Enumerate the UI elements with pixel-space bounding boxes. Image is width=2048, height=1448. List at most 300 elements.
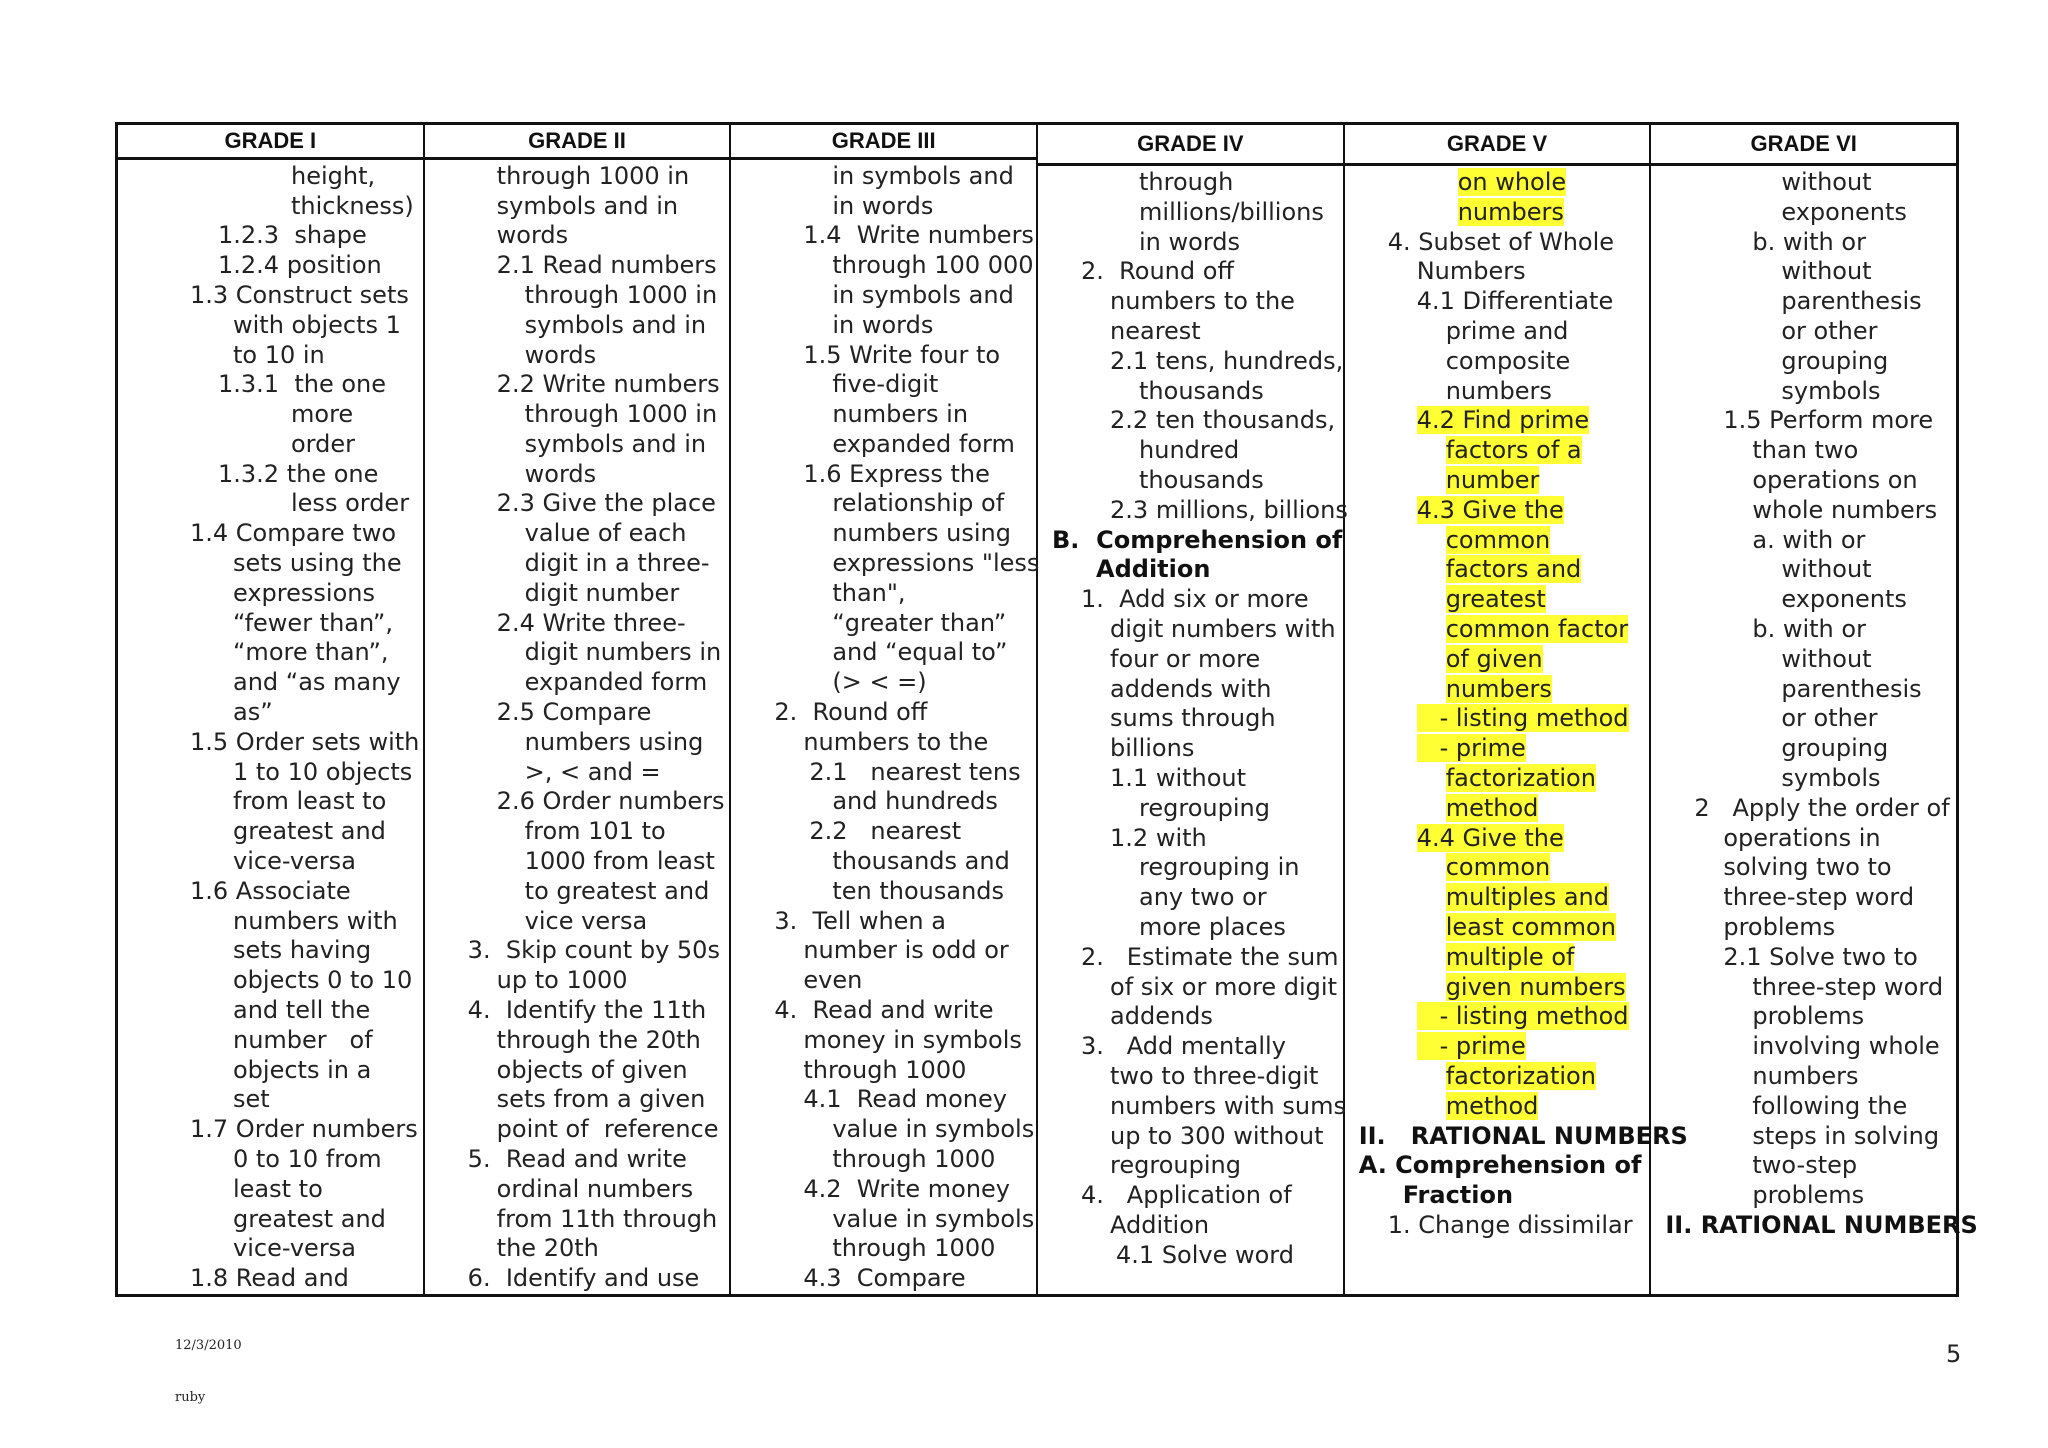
text-line xyxy=(1345,168,1650,198)
line-text: 4.1 Solve word xyxy=(1116,1240,1294,1269)
line-text: order xyxy=(291,429,355,458)
line-text: 3. Add mentally xyxy=(1081,1032,1286,1061)
line-text: involving whole xyxy=(1752,1032,1940,1061)
line-text: “fewer than”, xyxy=(233,608,393,637)
text-line xyxy=(425,221,730,251)
text-line xyxy=(1345,853,1650,883)
line-text: 1.4 Write numbers xyxy=(803,221,1034,250)
text-line xyxy=(425,251,730,281)
line-text: to 10 in xyxy=(233,340,325,369)
text-line xyxy=(731,1056,1036,1086)
text-line xyxy=(425,698,730,728)
text-line xyxy=(1345,1062,1650,1092)
header-grade-2: GRADE II xyxy=(425,125,730,160)
line-text: to greatest and xyxy=(524,876,710,905)
text-line xyxy=(731,609,1036,639)
line-text: following the xyxy=(1752,1091,1908,1120)
line-text: 2.1 nearest tens xyxy=(809,757,1021,786)
text-line xyxy=(731,847,1036,877)
line-text: numbers with xyxy=(233,906,398,935)
line-text: numbers using xyxy=(832,519,1011,548)
line-text: and “equal to” xyxy=(832,638,1008,667)
line-text: 1.4 Compare two xyxy=(190,519,397,548)
text-line xyxy=(425,996,730,1026)
line-text: greatest and xyxy=(233,1204,386,1233)
text-line xyxy=(731,877,1036,907)
text-line xyxy=(1038,615,1343,645)
text-line xyxy=(1038,973,1343,1003)
line-text: 2 Apply the order of xyxy=(1694,793,1950,822)
text-line xyxy=(425,192,730,222)
line-text: five-digit xyxy=(832,370,939,399)
line-text: without xyxy=(1781,168,1872,196)
highlighted-text: numbers xyxy=(1457,197,1564,226)
text-line xyxy=(425,728,730,758)
column-grade-2 xyxy=(425,125,732,1294)
line-text: billions xyxy=(1110,734,1195,763)
text-line xyxy=(1651,526,1956,556)
text-line xyxy=(425,489,730,519)
highlighted-text: given numbers xyxy=(1445,972,1626,1001)
text-line xyxy=(731,1205,1036,1235)
text-line xyxy=(425,1145,730,1175)
line-text: from least to xyxy=(233,787,387,816)
text-line xyxy=(731,460,1036,490)
text-line xyxy=(1345,1181,1650,1211)
line-text: numbers using xyxy=(524,727,704,756)
page-number: 5 xyxy=(1946,1340,1962,1368)
text-line xyxy=(1038,1241,1343,1271)
text-line xyxy=(1651,1002,1956,1032)
text-line xyxy=(731,311,1036,341)
line-text: digit numbers with xyxy=(1110,614,1336,643)
line-text: without xyxy=(1781,257,1872,286)
line-text: through 100 000 xyxy=(832,251,1034,280)
line-text: symbols and in xyxy=(524,429,707,458)
line-text: regrouping xyxy=(1139,793,1270,822)
text-line xyxy=(1345,615,1650,645)
line-text: sets using the xyxy=(233,549,402,578)
text-line xyxy=(425,787,730,817)
highlighted-text: common factor xyxy=(1445,614,1629,643)
line-text: or other xyxy=(1781,704,1878,733)
line-text: from 11th through xyxy=(496,1204,718,1233)
text-line xyxy=(731,758,1036,788)
text-line xyxy=(118,1234,423,1264)
text-line xyxy=(1038,794,1343,824)
text-line xyxy=(425,341,730,371)
column-grade-5 xyxy=(1345,125,1688,1294)
line-text: numbers to the xyxy=(1110,287,1295,316)
line-text: as” xyxy=(233,698,273,727)
header-grade-6: GRADE VI xyxy=(1651,125,1956,166)
text-line xyxy=(118,519,423,549)
text-line xyxy=(731,162,1036,192)
text-line xyxy=(1345,317,1650,347)
text-line xyxy=(118,1145,423,1175)
text-line xyxy=(118,817,423,847)
line-text: Fraction xyxy=(1402,1181,1514,1210)
line-text: parenthesis xyxy=(1781,287,1922,316)
text-line xyxy=(118,966,423,996)
text-line xyxy=(1651,853,1956,883)
line-text: three-step word xyxy=(1752,972,1944,1001)
text-line xyxy=(1038,585,1343,615)
line-text: 1.1 without xyxy=(1110,763,1247,792)
text-line xyxy=(425,430,730,460)
column-grade-3 xyxy=(731,125,1038,1294)
text-line xyxy=(1651,198,1956,228)
text-line xyxy=(731,966,1036,996)
line-text: “more than”, xyxy=(233,638,389,667)
line-text: 1.6 Associate xyxy=(190,876,351,905)
text-line xyxy=(118,1264,423,1294)
text-line xyxy=(731,787,1036,817)
text-line xyxy=(425,1056,730,1086)
text-line xyxy=(1038,287,1343,317)
text-line xyxy=(1651,794,1956,824)
line-text: hundred xyxy=(1139,436,1240,465)
line-text: 0 to 10 from xyxy=(233,1145,382,1174)
line-text: whole numbers xyxy=(1752,495,1938,524)
line-text: 2.1 Solve two to xyxy=(1723,942,1918,971)
text-line xyxy=(1651,1210,1978,1241)
text-line xyxy=(1651,615,1956,645)
text-line xyxy=(731,549,1040,579)
line-text: from 101 to xyxy=(524,817,666,846)
text-line xyxy=(1345,585,1650,615)
text-line xyxy=(1038,764,1343,794)
text-line xyxy=(425,936,730,966)
text-line xyxy=(425,1264,730,1294)
text-line xyxy=(118,638,423,668)
line-text: problems xyxy=(1752,1181,1865,1210)
text-line xyxy=(1038,555,1343,585)
text-line xyxy=(1345,675,1650,705)
line-text: than two xyxy=(1752,436,1859,465)
line-text: regrouping xyxy=(1110,1151,1241,1180)
highlighted-text: - prime xyxy=(1416,734,1526,763)
text-line xyxy=(425,1175,730,1205)
text-line xyxy=(1651,436,1956,466)
text-line xyxy=(731,996,1036,1026)
line-text: 4. Subset of Whole xyxy=(1387,227,1615,256)
text-line xyxy=(1651,1032,1956,1062)
highlighted-text: 4.2 Find prime xyxy=(1416,406,1590,435)
text-line xyxy=(1038,1122,1343,1152)
text-line xyxy=(1651,1151,1956,1181)
line-text: sets from a given xyxy=(496,1085,706,1114)
line-text: objects in a xyxy=(233,1055,372,1084)
text-line xyxy=(1345,1092,1650,1122)
text-line xyxy=(1345,1151,1650,1181)
line-text: grouping xyxy=(1781,734,1889,763)
line-text: numbers with sums xyxy=(1110,1091,1346,1120)
text-line xyxy=(425,281,730,311)
line-text: point of reference xyxy=(496,1115,719,1144)
text-line xyxy=(425,1115,730,1145)
text-line xyxy=(425,847,730,877)
line-text: >, < and = xyxy=(524,757,661,786)
line-text: 2.6 Order numbers xyxy=(496,787,725,816)
text-line xyxy=(731,1145,1036,1175)
highlighted-text: 4.4 Give the xyxy=(1416,823,1564,852)
text-line xyxy=(425,162,730,192)
line-text: millions/billions xyxy=(1139,197,1324,226)
line-text: the 20th xyxy=(496,1234,599,1263)
text-line xyxy=(425,460,730,490)
text-line xyxy=(731,489,1036,519)
text-line xyxy=(731,728,1036,758)
line-text: value in symbols xyxy=(832,1115,1035,1144)
text-line xyxy=(1345,287,1650,317)
line-text: number of xyxy=(233,1025,373,1054)
text-line xyxy=(1038,168,1343,198)
text-line xyxy=(118,609,423,639)
line-text: digit number xyxy=(524,578,680,607)
line-text: height, xyxy=(291,161,376,190)
line-text: words xyxy=(496,221,569,250)
text-line xyxy=(1651,1062,1956,1092)
line-text: numbers xyxy=(1445,376,1552,405)
line-text: 2.1 tens, hundreds, xyxy=(1110,346,1344,375)
text-line xyxy=(1038,406,1343,436)
line-text: expressions "less xyxy=(832,549,1040,578)
header-grade-3: GRADE III xyxy=(731,125,1036,160)
line-text: Addition xyxy=(1110,1210,1210,1239)
line-text: with objects 1 xyxy=(233,310,401,339)
line-text: of six or more digit xyxy=(1110,972,1337,1001)
line-text: 1.3.1 the one xyxy=(218,370,386,399)
text-line xyxy=(118,668,423,698)
text-line xyxy=(118,370,423,400)
text-line xyxy=(118,787,423,817)
text-line xyxy=(1651,1122,1956,1152)
text-line xyxy=(1345,466,1650,496)
text-line xyxy=(731,1234,1036,1264)
text-line xyxy=(1038,1181,1343,1211)
text-line xyxy=(118,1175,423,1205)
line-text: 5. Read and write xyxy=(467,1145,687,1174)
line-text: than", xyxy=(832,578,906,607)
highlighted-text: of given xyxy=(1445,644,1543,673)
text-line xyxy=(118,579,423,609)
line-text: solving two to xyxy=(1723,853,1892,882)
text-line xyxy=(118,996,423,1026)
line-text: digit in a three- xyxy=(524,549,710,578)
column-grade-4 xyxy=(1038,125,1348,1294)
text-line xyxy=(1651,973,1956,1003)
text-line xyxy=(425,311,730,341)
text-line xyxy=(1345,555,1650,585)
line-text: four or more xyxy=(1110,644,1261,673)
line-text: prime and xyxy=(1445,316,1569,345)
line-text: two to three-digit xyxy=(1110,1061,1319,1090)
text-line xyxy=(1345,436,1650,466)
text-line xyxy=(1038,436,1343,466)
text-line xyxy=(1651,377,1956,407)
line-text: 2.2 ten thousands, xyxy=(1110,406,1336,435)
text-line xyxy=(1651,466,1956,496)
line-text: 2.2 Write numbers xyxy=(496,370,720,399)
highlighted-text: factors of a xyxy=(1445,436,1582,465)
text-line xyxy=(118,1205,423,1235)
highlighted-text: - listing method xyxy=(1416,704,1629,733)
text-line xyxy=(1651,347,1956,377)
footer-author: ruby xyxy=(175,1390,206,1405)
line-text: 1.5 Write four to xyxy=(803,340,1001,369)
highlighted-text: numbers xyxy=(1445,674,1552,703)
text-line xyxy=(1651,228,1956,258)
line-text: 4.2 Write money xyxy=(803,1174,1011,1203)
curriculum-table xyxy=(115,122,1978,1297)
line-text: words xyxy=(524,459,597,488)
text-line xyxy=(1345,347,1650,377)
text-line xyxy=(731,221,1036,251)
line-text: without xyxy=(1781,555,1872,584)
text-line xyxy=(425,1234,730,1264)
text-line xyxy=(118,489,423,519)
line-text: 2.5 Compare xyxy=(496,698,652,727)
text-line xyxy=(1345,913,1650,943)
line-text: 1.2.4 position xyxy=(218,251,382,280)
line-text: 1.6 Express the xyxy=(803,459,990,488)
text-line xyxy=(731,907,1036,937)
line-text: 4. Read and write xyxy=(774,996,994,1025)
text-line xyxy=(425,638,730,668)
text-line xyxy=(1038,704,1343,734)
line-text: 4.1 Read money xyxy=(803,1085,1007,1114)
line-text: 3. Skip count by 50s xyxy=(467,936,720,965)
text-line xyxy=(731,698,1036,728)
line-text: in words xyxy=(832,191,934,220)
header-grade-1: GRADE I xyxy=(118,125,423,160)
highlighted-text: factorization xyxy=(1445,1061,1596,1090)
text-line xyxy=(1345,734,1650,764)
line-text: value of each xyxy=(524,519,687,548)
line-text: thousands xyxy=(1139,465,1264,494)
text-line xyxy=(731,1264,1036,1294)
text-line xyxy=(731,936,1036,966)
text-line xyxy=(118,549,423,579)
text-line xyxy=(118,877,423,907)
text-line xyxy=(1038,228,1343,258)
text-line xyxy=(425,609,730,639)
text-line xyxy=(731,430,1036,460)
text-line xyxy=(118,400,423,430)
line-text: in words xyxy=(832,310,934,339)
text-line xyxy=(118,1085,423,1115)
line-text: through 1000 in xyxy=(524,400,718,429)
line-text: 2. Round off xyxy=(1081,257,1234,286)
text-line xyxy=(1651,257,1956,287)
line-text: objects of given xyxy=(496,1055,688,1084)
line-text: through the 20th xyxy=(496,1025,701,1054)
line-text: symbols xyxy=(1781,763,1881,792)
highlighted-text: method xyxy=(1445,1091,1539,1120)
line-text: 1.5 Perform more xyxy=(1723,406,1934,435)
line-text: value in symbols xyxy=(832,1204,1035,1233)
text-line xyxy=(1345,973,1650,1003)
text-line xyxy=(1651,168,1956,198)
line-text: objects 0 to 10 xyxy=(233,966,413,995)
line-text: 1. Change dissimilar xyxy=(1387,1210,1633,1239)
text-line xyxy=(731,579,1036,609)
line-text: money in symbols xyxy=(803,1025,1022,1054)
text-line xyxy=(731,1026,1036,1056)
text-line xyxy=(1345,1121,1688,1152)
text-line xyxy=(118,341,423,371)
line-text: through 1000 xyxy=(832,1145,996,1174)
line-text: 1000 from least xyxy=(524,847,715,876)
text-line xyxy=(1651,675,1956,705)
line-text: through xyxy=(1139,168,1234,196)
line-text: composite xyxy=(1445,346,1571,375)
text-line xyxy=(1651,913,1956,943)
text-line xyxy=(1038,377,1343,407)
text-line xyxy=(1651,585,1956,615)
text-line xyxy=(1651,734,1956,764)
text-line xyxy=(1345,198,1650,228)
header-grade-4: GRADE IV xyxy=(1038,125,1343,166)
line-text: expressions xyxy=(233,578,375,607)
text-line xyxy=(118,758,423,788)
line-text: steps in solving xyxy=(1752,1121,1940,1150)
text-line xyxy=(118,1115,423,1145)
text-line xyxy=(1038,1062,1343,1092)
line-text: exponents xyxy=(1781,585,1907,614)
line-text: 2.3 millions, billions xyxy=(1110,495,1348,524)
line-text: Numbers xyxy=(1416,257,1526,286)
text-line xyxy=(1345,764,1650,794)
line-text: vice-versa xyxy=(233,1234,356,1263)
highlighted-text: - listing method xyxy=(1416,1002,1629,1031)
text-line xyxy=(425,668,730,698)
line-text: numbers xyxy=(1752,1061,1859,1090)
highlighted-text: common xyxy=(1445,853,1551,882)
text-line xyxy=(1038,198,1343,228)
line-text: digit numbers in xyxy=(524,638,722,667)
text-line xyxy=(1651,317,1956,347)
column-body xyxy=(1345,166,1688,1241)
text-line xyxy=(731,251,1036,281)
text-line xyxy=(1345,257,1650,287)
text-line xyxy=(1651,943,1956,973)
text-line xyxy=(1345,377,1650,407)
line-text: 1.2 with xyxy=(1110,823,1207,852)
text-line xyxy=(1345,228,1650,258)
line-text: vice versa xyxy=(524,906,648,935)
text-line xyxy=(118,192,423,222)
text-line xyxy=(1038,466,1343,496)
text-line xyxy=(1038,853,1343,883)
text-line xyxy=(1038,1002,1343,1032)
line-text: expanded form xyxy=(524,668,708,697)
line-text: symbols and in xyxy=(496,191,679,220)
column-body xyxy=(425,160,730,1294)
line-text: any two or xyxy=(1139,883,1267,912)
text-line xyxy=(118,728,423,758)
text-line xyxy=(1651,555,1956,585)
text-line xyxy=(1038,1151,1343,1181)
line-text: regrouping in xyxy=(1139,853,1300,882)
text-line xyxy=(425,907,730,937)
line-text: 2.2 nearest xyxy=(809,817,962,846)
text-line xyxy=(118,221,423,251)
highlighted-text: multiple of xyxy=(1445,942,1575,971)
text-line xyxy=(425,519,730,549)
text-line xyxy=(1345,704,1650,734)
